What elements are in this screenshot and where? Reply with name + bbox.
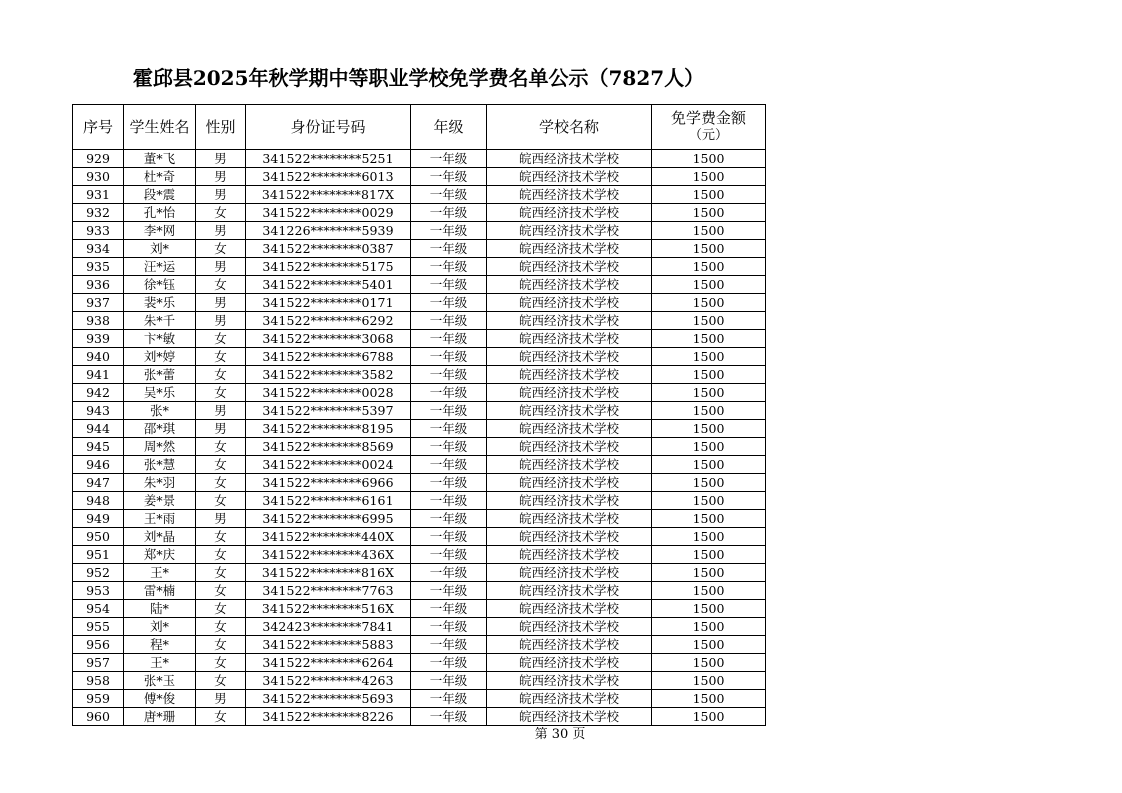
cell-name: 徐*钰 [124, 276, 196, 294]
cell-gender: 女 [196, 600, 246, 618]
cell-seq: 954 [73, 600, 124, 618]
cell-seq: 933 [73, 222, 124, 240]
cell-grade: 一年级 [411, 150, 487, 168]
cell-id: 341522********0028 [246, 384, 411, 402]
cell-gender: 男 [196, 312, 246, 330]
cell-gender: 男 [196, 168, 246, 186]
cell-id: 341522********6995 [246, 510, 411, 528]
cell-amount: 1500 [652, 186, 766, 204]
cell-amount: 1500 [652, 672, 766, 690]
cell-id: 341522********0024 [246, 456, 411, 474]
cell-school: 皖西经济技术学校 [487, 708, 652, 726]
cell-amount: 1500 [652, 708, 766, 726]
cell-grade: 一年级 [411, 672, 487, 690]
cell-school: 皖西经济技术学校 [487, 510, 652, 528]
cell-id: 341522********8569 [246, 438, 411, 456]
cell-school: 皖西经济技术学校 [487, 474, 652, 492]
table-header-row [73, 105, 766, 150]
table-row [73, 582, 766, 600]
cell-seq: 944 [73, 420, 124, 438]
cell-seq: 931 [73, 186, 124, 204]
cell-gender: 女 [196, 456, 246, 474]
cell-name: 段*震 [124, 186, 196, 204]
cell-grade: 一年级 [411, 546, 487, 564]
cell-amount: 1500 [652, 546, 766, 564]
cell-name: 程* [124, 636, 196, 654]
cell-school: 皖西经济技术学校 [487, 348, 652, 366]
cell-grade: 一年级 [411, 582, 487, 600]
cell-gender: 女 [196, 654, 246, 672]
table-row [73, 186, 766, 204]
table-row [73, 420, 766, 438]
cell-seq: 959 [73, 690, 124, 708]
cell-id: 341522********7763 [246, 582, 411, 600]
header-school: 学校名称 [487, 105, 652, 150]
cell-grade: 一年级 [411, 510, 487, 528]
cell-name: 陆* [124, 600, 196, 618]
cell-amount: 1500 [652, 474, 766, 492]
table-row [73, 600, 766, 618]
header-amount-unit: （元） [688, 128, 728, 143]
tuition-waiver-table [72, 104, 766, 726]
cell-gender: 男 [196, 510, 246, 528]
cell-amount: 1500 [652, 510, 766, 528]
cell-amount: 1500 [652, 240, 766, 258]
cell-name: 雷*楠 [124, 582, 196, 600]
table-row [73, 438, 766, 456]
table-row [73, 258, 766, 276]
cell-school: 皖西经济技术学校 [487, 546, 652, 564]
cell-name: 傅*俊 [124, 690, 196, 708]
cell-grade: 一年级 [411, 708, 487, 726]
cell-name: 王*雨 [124, 510, 196, 528]
cell-gender: 女 [196, 672, 246, 690]
cell-gender: 女 [196, 384, 246, 402]
cell-gender: 女 [196, 330, 246, 348]
cell-gender: 男 [196, 222, 246, 240]
cell-seq: 941 [73, 366, 124, 384]
cell-grade: 一年级 [411, 168, 487, 186]
cell-gender: 女 [196, 438, 246, 456]
cell-school: 皖西经济技术学校 [487, 654, 652, 672]
cell-seq: 952 [73, 564, 124, 582]
table-row [73, 168, 766, 186]
cell-amount: 1500 [652, 402, 766, 420]
header-id: 身份证号码 [246, 105, 411, 150]
cell-seq: 937 [73, 294, 124, 312]
table-row [73, 564, 766, 582]
cell-id: 341522********436X [246, 546, 411, 564]
cell-amount: 1500 [652, 582, 766, 600]
cell-amount: 1500 [652, 204, 766, 222]
cell-gender: 女 [196, 204, 246, 222]
cell-amount: 1500 [652, 150, 766, 168]
cell-id: 341522********0171 [246, 294, 411, 312]
cell-seq: 945 [73, 438, 124, 456]
header-grade: 年级 [411, 105, 487, 150]
cell-name: 周*然 [124, 438, 196, 456]
cell-school: 皖西经济技术学校 [487, 312, 652, 330]
cell-id: 341522********6788 [246, 348, 411, 366]
table-row [73, 294, 766, 312]
cell-grade: 一年级 [411, 618, 487, 636]
cell-seq: 934 [73, 240, 124, 258]
cell-school: 皖西经济技术学校 [487, 402, 652, 420]
cell-seq: 930 [73, 168, 124, 186]
cell-grade: 一年级 [411, 366, 487, 384]
cell-seq: 939 [73, 330, 124, 348]
cell-gender: 女 [196, 276, 246, 294]
cell-amount: 1500 [652, 222, 766, 240]
cell-id: 342423********7841 [246, 618, 411, 636]
cell-seq: 960 [73, 708, 124, 726]
cell-grade: 一年级 [411, 636, 487, 654]
table-row [73, 204, 766, 222]
cell-seq: 953 [73, 582, 124, 600]
cell-gender: 女 [196, 528, 246, 546]
cell-gender: 男 [196, 420, 246, 438]
cell-grade: 一年级 [411, 492, 487, 510]
cell-grade: 一年级 [411, 528, 487, 546]
cell-grade: 一年级 [411, 348, 487, 366]
cell-school: 皖西经济技术学校 [487, 294, 652, 312]
header-amount [652, 105, 766, 150]
cell-name: 郑*庆 [124, 546, 196, 564]
cell-amount: 1500 [652, 420, 766, 438]
cell-name: 吴*乐 [124, 384, 196, 402]
cell-amount: 1500 [652, 600, 766, 618]
cell-id: 341522********8195 [246, 420, 411, 438]
cell-seq: 936 [73, 276, 124, 294]
cell-school: 皖西经济技术学校 [487, 438, 652, 456]
table-body [73, 150, 766, 726]
cell-amount: 1500 [652, 492, 766, 510]
cell-school: 皖西经济技术学校 [487, 672, 652, 690]
cell-school: 皖西经济技术学校 [487, 492, 652, 510]
cell-gender: 女 [196, 492, 246, 510]
cell-gender: 男 [196, 294, 246, 312]
table-row [73, 456, 766, 474]
document-title: 霍邱县2025年秋学期中等职业学校免学费名单公示（7827人） [132, 66, 705, 90]
cell-grade: 一年级 [411, 384, 487, 402]
cell-seq: 932 [73, 204, 124, 222]
cell-gender: 女 [196, 546, 246, 564]
cell-gender: 女 [196, 366, 246, 384]
cell-grade: 一年级 [411, 564, 487, 582]
cell-name: 张*蕾 [124, 366, 196, 384]
cell-seq: 946 [73, 456, 124, 474]
cell-name: 王* [124, 564, 196, 582]
table-row [73, 636, 766, 654]
cell-id: 341522********6966 [246, 474, 411, 492]
cell-gender: 男 [196, 690, 246, 708]
cell-name: 刘* [124, 618, 196, 636]
cell-gender: 男 [196, 186, 246, 204]
cell-amount: 1500 [652, 312, 766, 330]
cell-grade: 一年级 [411, 474, 487, 492]
cell-seq: 950 [73, 528, 124, 546]
cell-grade: 一年级 [411, 222, 487, 240]
cell-id: 341522********6292 [246, 312, 411, 330]
cell-amount: 1500 [652, 438, 766, 456]
cell-gender: 女 [196, 240, 246, 258]
table-row [73, 474, 766, 492]
cell-grade: 一年级 [411, 312, 487, 330]
cell-school: 皖西经济技术学校 [487, 618, 652, 636]
cell-school: 皖西经济技术学校 [487, 456, 652, 474]
cell-id: 341522********5401 [246, 276, 411, 294]
cell-name: 李*网 [124, 222, 196, 240]
cell-school: 皖西经济技术学校 [487, 528, 652, 546]
header-name: 学生姓名 [124, 105, 196, 150]
header-amount-label: 免学费金额 [670, 109, 746, 127]
cell-id: 341522********5883 [246, 636, 411, 654]
cell-school: 皖西经济技术学校 [487, 420, 652, 438]
cell-school: 皖西经济技术学校 [487, 366, 652, 384]
cell-grade: 一年级 [411, 204, 487, 222]
cell-school: 皖西经济技术学校 [487, 240, 652, 258]
cell-amount: 1500 [652, 654, 766, 672]
table-row [73, 384, 766, 402]
cell-amount: 1500 [652, 258, 766, 276]
cell-school: 皖西经济技术学校 [487, 690, 652, 708]
table-row [73, 654, 766, 672]
cell-id: 341522********4263 [246, 672, 411, 690]
cell-gender: 女 [196, 618, 246, 636]
header-seq: 序号 [73, 105, 124, 150]
cell-gender: 男 [196, 150, 246, 168]
table-row [73, 330, 766, 348]
cell-school: 皖西经济技术学校 [487, 600, 652, 618]
cell-seq: 935 [73, 258, 124, 276]
cell-grade: 一年级 [411, 294, 487, 312]
cell-grade: 一年级 [411, 600, 487, 618]
cell-school: 皖西经济技术学校 [487, 636, 652, 654]
cell-seq: 949 [73, 510, 124, 528]
cell-grade: 一年级 [411, 240, 487, 258]
table-row [73, 222, 766, 240]
cell-gender: 女 [196, 708, 246, 726]
cell-grade: 一年级 [411, 186, 487, 204]
cell-gender: 女 [196, 636, 246, 654]
cell-school: 皖西经济技术学校 [487, 564, 652, 582]
table-row [73, 672, 766, 690]
table-row [73, 312, 766, 330]
table-row [73, 510, 766, 528]
cell-id: 341226********5939 [246, 222, 411, 240]
cell-gender: 男 [196, 402, 246, 420]
cell-id: 341522********8226 [246, 708, 411, 726]
table-row [73, 240, 766, 258]
cell-amount: 1500 [652, 456, 766, 474]
cell-school: 皖西经济技术学校 [487, 258, 652, 276]
cell-grade: 一年级 [411, 330, 487, 348]
cell-id: 341522********6264 [246, 654, 411, 672]
cell-gender: 女 [196, 348, 246, 366]
cell-gender: 男 [196, 258, 246, 276]
cell-name: 朱*千 [124, 312, 196, 330]
cell-id: 341522********516X [246, 600, 411, 618]
cell-id: 341522********3582 [246, 366, 411, 384]
cell-seq: 957 [73, 654, 124, 672]
cell-grade: 一年级 [411, 456, 487, 474]
cell-school: 皖西经济技术学校 [487, 186, 652, 204]
cell-grade: 一年级 [411, 420, 487, 438]
cell-amount: 1500 [652, 348, 766, 366]
cell-seq: 943 [73, 402, 124, 420]
cell-seq: 955 [73, 618, 124, 636]
cell-school: 皖西经济技术学校 [487, 222, 652, 240]
cell-seq: 940 [73, 348, 124, 366]
cell-id: 341522********5175 [246, 258, 411, 276]
cell-id: 341522********6013 [246, 168, 411, 186]
table-row [73, 690, 766, 708]
table-row [73, 366, 766, 384]
table-row [73, 546, 766, 564]
cell-amount: 1500 [652, 294, 766, 312]
cell-name: 王* [124, 654, 196, 672]
page-number: 第 30 页 [534, 727, 586, 742]
cell-gender: 女 [196, 582, 246, 600]
cell-seq: 947 [73, 474, 124, 492]
cell-id: 341522********440X [246, 528, 411, 546]
table-row [73, 618, 766, 636]
cell-amount: 1500 [652, 528, 766, 546]
cell-id: 341522********0029 [246, 204, 411, 222]
cell-id: 341522********5397 [246, 402, 411, 420]
cell-grade: 一年级 [411, 690, 487, 708]
cell-seq: 956 [73, 636, 124, 654]
cell-id: 341522********6161 [246, 492, 411, 510]
cell-seq: 948 [73, 492, 124, 510]
cell-name: 裴*乐 [124, 294, 196, 312]
cell-seq: 938 [73, 312, 124, 330]
cell-name: 姜*景 [124, 492, 196, 510]
cell-id: 341522********0387 [246, 240, 411, 258]
cell-name: 张*慧 [124, 456, 196, 474]
cell-amount: 1500 [652, 618, 766, 636]
cell-seq: 951 [73, 546, 124, 564]
cell-gender: 女 [196, 474, 246, 492]
cell-name: 刘*晶 [124, 528, 196, 546]
cell-school: 皖西经济技术学校 [487, 150, 652, 168]
cell-amount: 1500 [652, 276, 766, 294]
table-row [73, 402, 766, 420]
table-row [73, 348, 766, 366]
cell-id: 341522********816X [246, 564, 411, 582]
cell-seq: 929 [73, 150, 124, 168]
cell-seq: 942 [73, 384, 124, 402]
cell-seq: 958 [73, 672, 124, 690]
cell-name: 杜*奇 [124, 168, 196, 186]
table-row [73, 276, 766, 294]
cell-name: 刘*婷 [124, 348, 196, 366]
cell-amount: 1500 [652, 384, 766, 402]
cell-grade: 一年级 [411, 438, 487, 456]
cell-school: 皖西经济技术学校 [487, 582, 652, 600]
cell-name: 董*飞 [124, 150, 196, 168]
cell-name: 汪*运 [124, 258, 196, 276]
cell-gender: 女 [196, 564, 246, 582]
cell-grade: 一年级 [411, 276, 487, 294]
cell-school: 皖西经济技术学校 [487, 168, 652, 186]
cell-grade: 一年级 [411, 258, 487, 276]
cell-id: 341522********5693 [246, 690, 411, 708]
cell-school: 皖西经济技术学校 [487, 330, 652, 348]
cell-name: 朱*羽 [124, 474, 196, 492]
cell-amount: 1500 [652, 690, 766, 708]
cell-name: 孔*怡 [124, 204, 196, 222]
cell-name: 张* [124, 402, 196, 420]
table-row [73, 150, 766, 168]
table-row [73, 708, 766, 726]
cell-amount: 1500 [652, 366, 766, 384]
cell-name: 刘* [124, 240, 196, 258]
cell-id: 341522********817X [246, 186, 411, 204]
cell-name: 张*玉 [124, 672, 196, 690]
cell-amount: 1500 [652, 636, 766, 654]
cell-amount: 1500 [652, 330, 766, 348]
table-row [73, 528, 766, 546]
cell-amount: 1500 [652, 168, 766, 186]
header-gender: 性别 [196, 105, 246, 150]
cell-name: 卞*敏 [124, 330, 196, 348]
cell-grade: 一年级 [411, 654, 487, 672]
cell-amount: 1500 [652, 564, 766, 582]
table-row [73, 492, 766, 510]
cell-name: 邵*琪 [124, 420, 196, 438]
cell-id: 341522********3068 [246, 330, 411, 348]
cell-school: 皖西经济技术学校 [487, 276, 652, 294]
cell-school: 皖西经济技术学校 [487, 384, 652, 402]
cell-school: 皖西经济技术学校 [487, 204, 652, 222]
cell-name: 唐*珊 [124, 708, 196, 726]
cell-id: 341522********5251 [246, 150, 411, 168]
cell-grade: 一年级 [411, 402, 487, 420]
